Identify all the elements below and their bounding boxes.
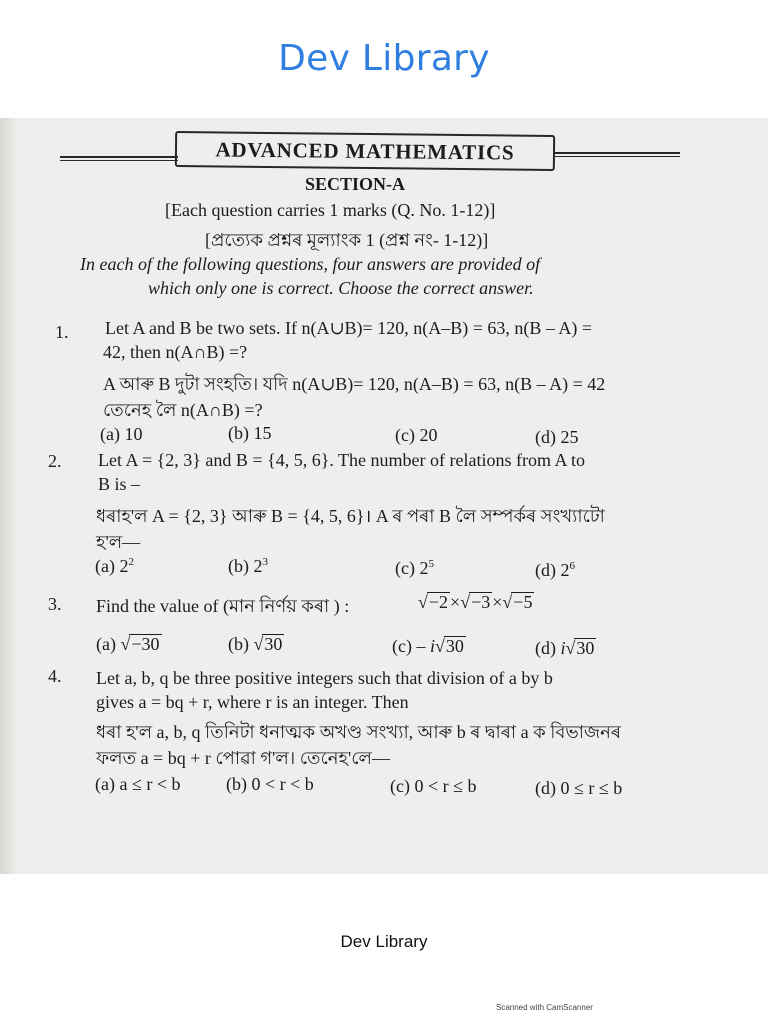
question-1-text-en-1: Let A and B be two sets. If n(A∪B)= 120, n(A–B) = 63, n(B – A) = — [105, 318, 592, 338]
marks-note-assamese: [প্ৰত্যেক প্ৰশ্নৰ মূল্যাংক 1 (প্ৰশ্ন নং- 1-12)] — [205, 230, 489, 250]
question-4-option-a: (a) a ≤ r < b — [95, 774, 181, 794]
question-2-text-as-2: হ'ল— — [96, 532, 141, 552]
question-4-text-en-1: Let a, b, q be three positive integers such that division of a by b — [96, 668, 553, 688]
question-2-text-en-2: B is – — [98, 474, 141, 494]
question-1-option-a: (a) 10 — [100, 424, 143, 444]
question-1-number: 1. — [55, 322, 69, 342]
question-2-text-as-1: ধৰাহ'ল A = {2, 3} আৰু B = {4, 5, 6}। A ৰ পৰা B লৈ সম্পৰ্কৰ সংখ্যাটো — [96, 506, 605, 526]
instruction-line-1: In each of the following questions, four answers are provided of — [80, 254, 541, 274]
scanner-watermark: Scanned with CamScanner — [496, 1003, 593, 1012]
question-2-option-c: (c) $2^5$ — [395, 558, 434, 578]
banner-rule-right-thin — [555, 156, 680, 157]
question-4-text-as-1: ধৰা হ'ল a, b, q তিনিটা ধনাত্মক অখণ্ড সংখ্যা, আৰু b ৰ দ্বাৰা a ক বিভাজনৰ — [96, 722, 621, 742]
question-1-option-b: (b) 15 — [228, 423, 272, 443]
question-4-option-b: (b) 0 < r < b — [226, 774, 314, 794]
question-3-expression: √−2 ×√−3 ×√−5 — [418, 592, 533, 612]
question-3-option-b: (b) √30 — [228, 634, 283, 654]
question-4-text-as-2: ফলত a = bq + r পোৱা গ'ল। তেনেহ'লে— — [96, 748, 390, 768]
question-2-option-b: (b) $2^3$ — [228, 556, 268, 576]
scanned-page — [0, 118, 768, 874]
site-title: Dev Library — [278, 38, 490, 79]
question-4-option-d: (d) 0 ≤ r ≤ b — [535, 778, 623, 798]
question-3-option-a: (a) √−30 — [96, 634, 160, 654]
question-3-option-d: (d) i√30 — [535, 638, 595, 658]
question-2-option-a: (a) $2^2$ — [95, 556, 134, 576]
question-3-number: 3. — [48, 594, 62, 614]
question-2-number: 2. — [48, 451, 62, 471]
question-1-option-d: (d) 25 — [535, 427, 579, 447]
question-1-text-en-2: 42, then n(A∩B) =? — [103, 342, 248, 362]
question-1-text-as-2: তেনেহ লৈ n(A∩B) =? — [103, 400, 263, 420]
instruction-line-2: which only one is correct. Choose the correct answer. — [148, 278, 534, 298]
question-2-option-d: (d) $2^6$ — [535, 560, 575, 580]
marks-note-english: [Each question carries 1 marks (Q. No. 1-12)] — [165, 200, 496, 220]
question-4-number: 4. — [48, 666, 62, 686]
question-2-text-en-1: Let A = {2, 3} and B = {4, 5, 6}. The number of relations from A to — [98, 450, 585, 470]
footer-title: Dev Library — [340, 932, 428, 951]
subject-banner: ADVANCED MATHEMATICS — [175, 131, 555, 171]
question-1-text-as-1: A আৰু B দুটা সংহতি। যদি n(A∪B)= 120, n(A–B) = 63, n(B – A) = 42 — [103, 374, 606, 394]
question-1-option-c: (c) 20 — [395, 425, 438, 445]
banner-rule-left-thin — [60, 160, 178, 161]
section-heading: SECTION-A — [305, 174, 406, 194]
banner-rule-left — [60, 156, 178, 158]
question-3-prompt: Find the value of (মান নিৰ্ণয় কৰা ) : — [96, 596, 350, 616]
question-4-option-c: (c) 0 < r ≤ b — [390, 776, 477, 796]
question-4-text-en-2: gives a = bq + r, where r is an integer. Then — [96, 692, 409, 712]
banner-rule-right — [555, 152, 680, 154]
question-3-option-c: (c) – i√30 — [392, 636, 464, 656]
